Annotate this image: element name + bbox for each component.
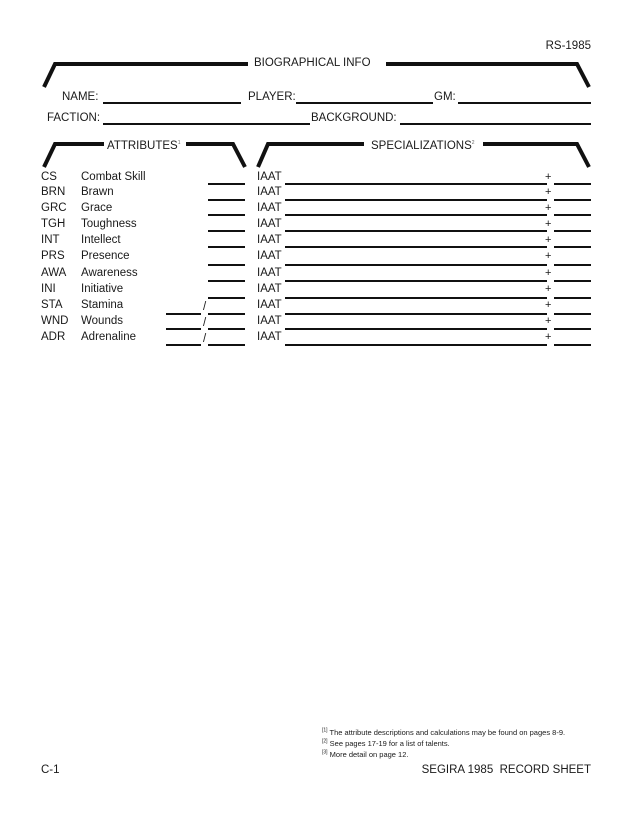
specialization-name-field[interactable]: [285, 297, 547, 299]
attribute-name: Awareness: [81, 267, 138, 279]
specialization-name-field[interactable]: [285, 183, 547, 185]
attribute-value-field[interactable]: [208, 214, 245, 216]
plus-sign: +: [545, 315, 552, 327]
attribute-name: Intellect: [81, 234, 121, 246]
specialization-name-field[interactable]: [285, 328, 547, 330]
attribute-current-field[interactable]: [166, 344, 201, 346]
specialization-name-field[interactable]: [285, 313, 547, 315]
plus-sign: +: [545, 171, 552, 183]
player-field[interactable]: [296, 102, 433, 104]
gm-field[interactable]: [458, 102, 591, 104]
specialization-label: IAAT: [257, 186, 282, 198]
specialization-label: IAAT: [257, 267, 282, 279]
attribute-name: Toughness: [81, 218, 137, 230]
attribute-name: Wounds: [81, 315, 123, 327]
attribute-code: GRC: [41, 202, 67, 214]
specialization-name-field[interactable]: [285, 344, 547, 346]
attribute-max-field[interactable]: [208, 328, 245, 330]
specialization-label: IAAT: [257, 250, 282, 262]
attribute-name: Grace: [81, 202, 113, 214]
specialization-bonus-field[interactable]: [554, 230, 591, 232]
attribute-name: Combat Skill: [81, 171, 146, 183]
attribute-name: Brawn: [81, 186, 114, 198]
attribute-code: ADR: [41, 331, 66, 343]
attribute-value-field[interactable]: [208, 264, 245, 266]
specialization-name-field[interactable]: [285, 280, 547, 282]
value-separator: /: [203, 317, 207, 329]
faction-field[interactable]: [103, 123, 310, 125]
background-label: BACKGROUND:: [311, 112, 397, 124]
footnote-1: [1] The attribute descriptions and calculations may be found on pages 8-9.: [322, 727, 566, 737]
attribute-value-field[interactable]: [208, 183, 245, 185]
specialization-bonus-field[interactable]: [554, 344, 591, 346]
attribute-name: Stamina: [81, 299, 124, 311]
attribute-code: BRN: [41, 186, 66, 198]
value-separator: /: [203, 333, 207, 345]
specialization-bonus-field[interactable]: [554, 264, 591, 266]
specialization-name-field[interactable]: [285, 264, 547, 266]
attribute-value-field[interactable]: [208, 280, 245, 282]
specialization-bonus-field[interactable]: [554, 313, 591, 315]
specializations-frame-right: [483, 144, 589, 167]
specialization-bonus-field[interactable]: [554, 246, 591, 248]
attribute-value-field[interactable]: [208, 246, 245, 248]
specialization-bonus-field[interactable]: [554, 328, 591, 330]
attribute-name: Initiative: [81, 283, 124, 295]
attribute-code: INT: [41, 234, 60, 246]
player-label: PLAYER:: [248, 91, 296, 103]
attribute-value-field[interactable]: [208, 230, 245, 232]
specialization-bonus-field[interactable]: [554, 199, 591, 201]
attributes-frame-left: [44, 144, 104, 167]
attribute-code: PRS: [41, 250, 65, 262]
plus-sign: +: [545, 250, 552, 262]
attribute-max-field[interactable]: [208, 313, 245, 315]
attribute-code: STA: [41, 299, 63, 311]
specialization-label: IAAT: [257, 331, 282, 343]
footnote-3: [3] More detail on page 12.: [322, 749, 409, 759]
bio-frame-left: [44, 64, 248, 87]
attribute-name: Presence: [81, 250, 130, 262]
attribute-code: INI: [41, 283, 56, 295]
specialization-bonus-field[interactable]: [554, 183, 591, 185]
attribute-current-field[interactable]: [166, 328, 201, 330]
plus-sign: +: [545, 267, 552, 279]
specialization-label: IAAT: [257, 299, 282, 311]
specialization-bonus-field[interactable]: [554, 280, 591, 282]
specialization-name-field[interactable]: [285, 199, 547, 201]
attribute-value-field[interactable]: [208, 199, 245, 201]
footer-title: SEGIRA 1985 RECORD SHEET: [421, 764, 591, 776]
specialization-label: IAAT: [257, 218, 282, 230]
attribute-code: WND: [41, 315, 69, 327]
attribute-name: Adrenaline: [81, 331, 136, 343]
plus-sign: +: [545, 283, 552, 295]
gm-label: GM:: [434, 91, 456, 103]
plus-sign: +: [545, 186, 552, 198]
faction-label: FACTION:: [47, 112, 101, 124]
attribute-code: CS: [41, 171, 57, 183]
plus-sign: +: [545, 218, 552, 230]
bio-frame-right: [386, 64, 589, 87]
specialization-bonus-field[interactable]: [554, 214, 591, 216]
value-separator: /: [203, 301, 207, 313]
attributes-frame-right: [186, 144, 245, 167]
specialization-label: IAAT: [257, 171, 282, 183]
plus-sign: +: [545, 234, 552, 246]
attribute-code: AWA: [41, 267, 67, 279]
plus-sign: +: [545, 299, 552, 311]
specialization-label: IAAT: [257, 315, 282, 327]
attribute-value-field[interactable]: [208, 297, 245, 299]
attribute-code: TGH: [41, 218, 66, 230]
plus-sign: +: [545, 331, 552, 343]
plus-sign: +: [545, 202, 552, 214]
specialization-name-field[interactable]: [285, 230, 547, 232]
name-field[interactable]: [103, 102, 241, 104]
specialization-name-field[interactable]: [285, 246, 547, 248]
attribute-max-field[interactable]: [208, 344, 245, 346]
attributes-title: ATTRIBUTES$^1$: [107, 140, 181, 152]
specialization-label: IAAT: [257, 202, 282, 214]
specialization-name-field[interactable]: [285, 214, 547, 216]
sheet-code: RS-1985: [545, 40, 591, 52]
page-number: C-1: [41, 764, 60, 776]
specialization-label: IAAT: [257, 234, 282, 246]
footnote-2: [2] See pages 17-19 for a list of talents.: [322, 738, 450, 748]
specialization-label: IAAT: [257, 283, 282, 295]
attribute-current-field[interactable]: [166, 313, 201, 315]
name-label: NAME:: [62, 91, 99, 103]
bio-section-title: BIOGRAPHICAL INFO: [254, 57, 371, 69]
specializations-title: SPECIALIZATIONS$^2$: [371, 140, 475, 152]
specializations-frame-left: [258, 144, 364, 167]
background-field[interactable]: [400, 123, 591, 125]
specialization-bonus-field[interactable]: [554, 297, 591, 299]
